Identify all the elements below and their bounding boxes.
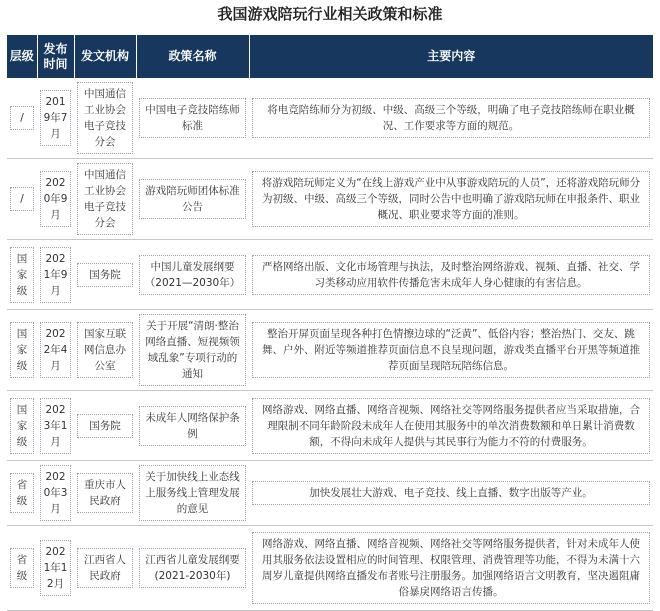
cell-org-text: 国务院 [77, 414, 133, 438]
cell-level-text: 省级 [10, 473, 34, 513]
cell-date-text: 2020年9月 [40, 171, 71, 227]
cell-date-text: 2020年3月 [40, 465, 71, 521]
cell-org-text: 国务院 [77, 263, 133, 287]
cell-org-text: 重庆市人民政府 [77, 473, 133, 513]
cell-level-text: 国家级 [10, 247, 34, 303]
cell-name-text: 中国电子竞技陪练师标准 [139, 98, 246, 138]
cell-name [136, 310, 249, 391]
cell-date [37, 310, 74, 391]
table-row [7, 526, 653, 611]
cell-name [136, 526, 249, 611]
cell-level [7, 526, 37, 611]
table-row [7, 391, 653, 461]
cell-content [249, 310, 653, 391]
cell-date-text: 2021年9月 [40, 247, 71, 303]
cell-date-text: 2023年1月 [40, 398, 71, 454]
cell-content-text: 将游戏陪玩师定义为“在线上游戏产业中从事游戏陪玩的人员”，还将游戏陪玩师分为初级、中级、高级三个等级，同时公告中也明确了游戏陪玩师在申报条件、职业概况、职业要求等方面的准则。 [252, 171, 650, 227]
cell-content-text: 整治开屏页面呈现各种打色情擦边球的“泛黄”、低俗内容；整治热门、交友、跳舞、户外、附近等频道推荐页面信息不良呈现问题，游戏类直播平台开黑等频道推荐页面呈现陪玩陪练信息。 [252, 322, 650, 378]
cell-content-text: 网络游戏、网络直播、网络音视频、网络社交等网络服务提供者应当采取措施，合理限制不同年龄阶段未成年人在使用其服务中的单次消费数额和单日累计消费数额，不得向未成年人提供与其民事行为能力不符的付费服务。 [252, 398, 650, 454]
cell-level [7, 391, 37, 461]
header-content: 主要内容 [249, 35, 653, 78]
cell-date-text: 2022年4月 [40, 322, 71, 378]
table-header-row [7, 35, 653, 78]
header-name: 政策名称 [136, 35, 249, 78]
cell-name-text: 关于开展“清朗·整治网络直播、短视频领域乱象”专项行动的通知 [139, 314, 246, 386]
cell-name [136, 461, 249, 526]
cell-level [7, 78, 37, 159]
cell-level [7, 310, 37, 391]
cell-name-text: 江西省儿童发展纲要(2021-2030年) [139, 548, 246, 588]
cell-name [136, 159, 249, 240]
header-date: 发布时间 [37, 35, 74, 78]
cell-org-text: 国家互联网信息办公室 [77, 322, 133, 378]
cell-content [249, 461, 653, 526]
cell-org-text: 江西省人民政府 [77, 548, 133, 588]
cell-org-text: 中国通信工业协会电子竞技分会 [77, 82, 133, 154]
cell-date [37, 240, 74, 310]
table-row [7, 240, 653, 310]
cell-name-text: 游戏陪玩师团体标准公告 [139, 179, 246, 219]
cell-date-text: 2019年7月 [40, 90, 71, 146]
cell-date [37, 78, 74, 159]
cell-date [37, 159, 74, 240]
cell-name-text: 中国儿童发展纲要（2021—2030年） [139, 255, 246, 295]
cell-content-text: 严格网络出版、文化市场管理与执法，及时整治网络游戏、视频、直播、社交、学习类移动应用软件传播危害未成年人身心健康的有害信息。 [252, 255, 650, 295]
cell-level [7, 159, 37, 240]
cell-level-text: 国家级 [10, 322, 34, 378]
cell-org [74, 310, 136, 391]
cell-content [249, 526, 653, 611]
cell-level-text: 国家级 [10, 398, 34, 454]
cell-level [7, 240, 37, 310]
table-row [7, 78, 653, 159]
cell-level-text: / [10, 187, 34, 211]
cell-content-text: 加快发展壮大游戏、电子竞技、线上直播、数字出版等产业。 [252, 481, 650, 505]
cell-level-text: 省级 [10, 548, 34, 588]
cell-org-text: 中国通信工业协会电子竞技分会 [77, 163, 133, 235]
cell-org [74, 461, 136, 526]
policy-table [7, 35, 653, 611]
cell-org [74, 391, 136, 461]
cell-date-text: 2021年12月 [40, 540, 71, 596]
cell-content-text: 网络游戏、网络直播、网络音视频、网络社交等网络服务提供者，针对未成年人使用其服务依法设置相应的时间管理、权限管理、消费管理等功能，不得为未满十六周岁儿童提供网络直播发布者账号注册服务。加强网络语言文明教育，坚决遏阻庸俗暴戾网络语言传播。 [252, 532, 650, 604]
cell-date [37, 526, 74, 611]
cell-name [136, 78, 249, 159]
cell-content [249, 159, 653, 240]
header-org: 发文机构 [74, 35, 136, 78]
cell-level [7, 461, 37, 526]
cell-content [249, 78, 653, 159]
cell-date [37, 461, 74, 526]
cell-name [136, 240, 249, 310]
cell-content [249, 391, 653, 461]
table-row [7, 461, 653, 526]
cell-content-text: 将电竞陪练师分为初级、中级、高级三个等级，明确了电子竞技陪练师在职业概况、工作要求等方面的规范。 [252, 98, 650, 138]
cell-org [74, 526, 136, 611]
table-row [7, 159, 653, 240]
cell-name-text: 关于加快线上业态线上服务线上管理发展的意见 [139, 465, 246, 521]
header-level: 层级 [7, 35, 37, 78]
cell-date [37, 391, 74, 461]
table-row [7, 310, 653, 391]
cell-org [74, 240, 136, 310]
cell-name-text: 未成年人网络保护条例 [139, 406, 246, 446]
cell-org [74, 159, 136, 240]
cell-name [136, 391, 249, 461]
cell-org [74, 78, 136, 159]
cell-content [249, 240, 653, 310]
cell-level-text: / [10, 106, 34, 130]
page-title: 我国游戏陪玩行业相关政策和标准 [217, 5, 443, 23]
